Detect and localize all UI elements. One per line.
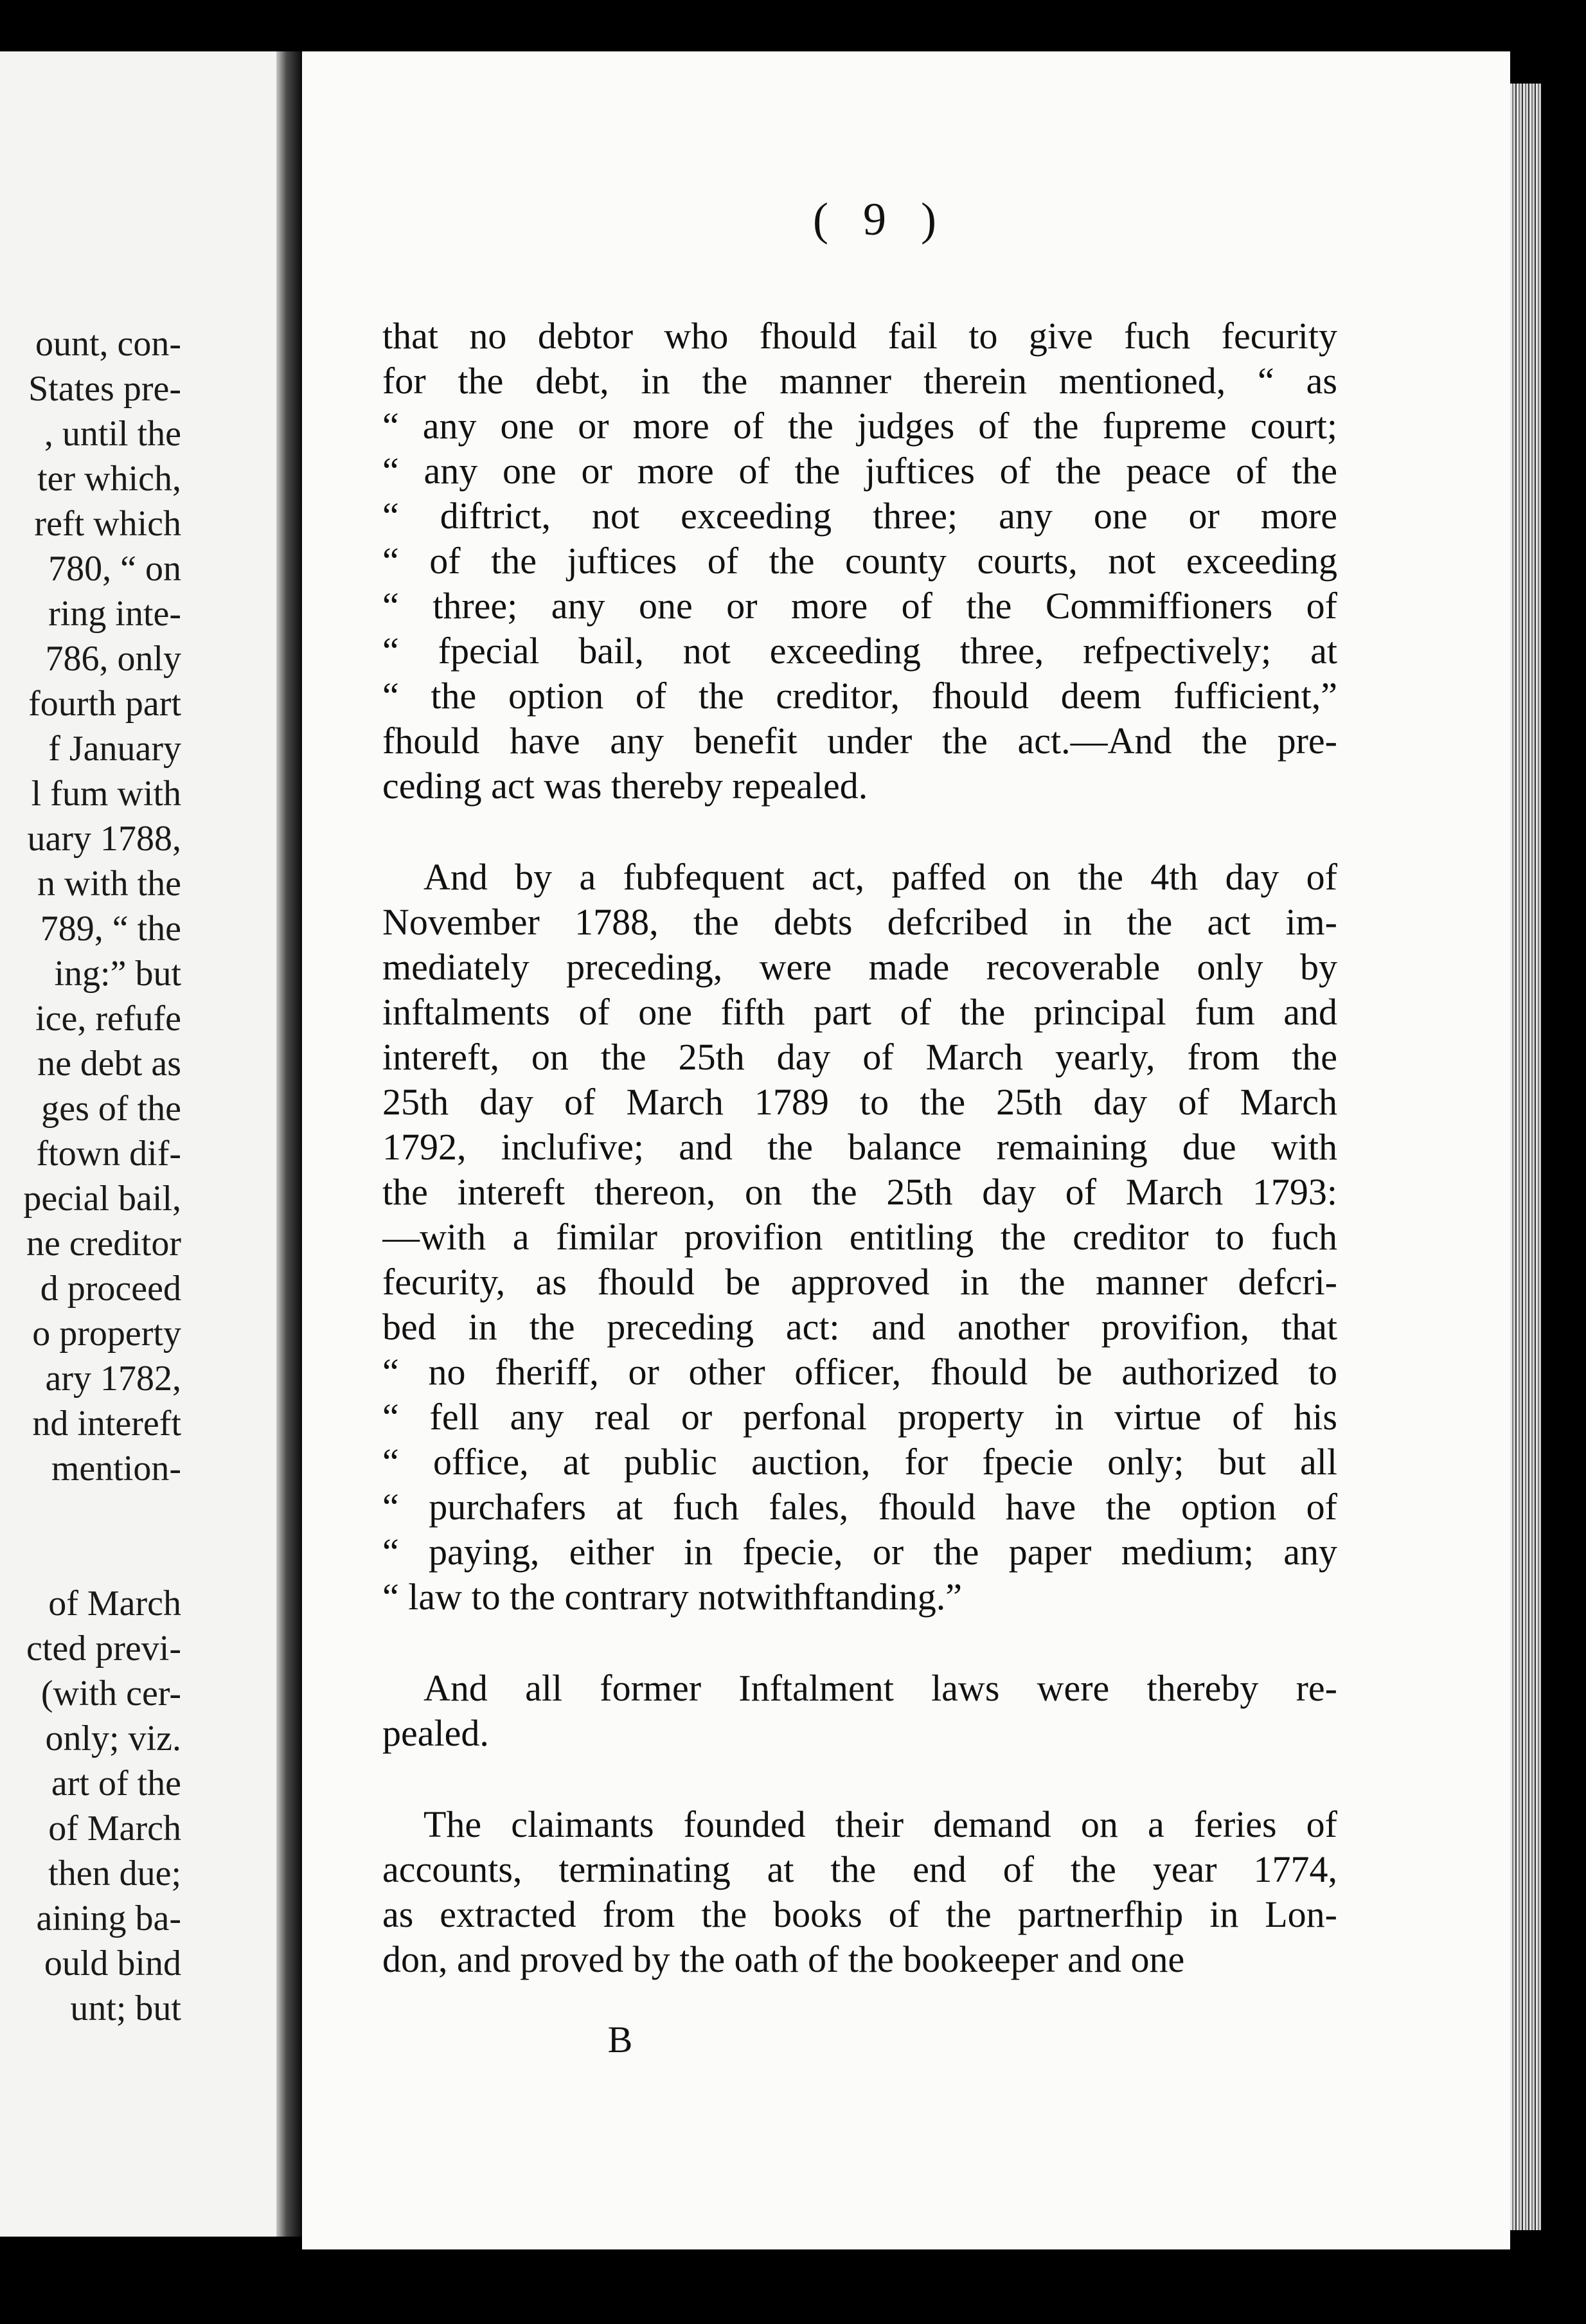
text-line: 1792, inclufive; and the balance remaining due with	[382, 1126, 1337, 1168]
left-page-line: aining ba-	[36, 1899, 181, 1938]
left-page-line: ing:” but	[54, 954, 181, 994]
left-page-line: pecial bail,	[23, 1179, 181, 1219]
text-line: “ any one or more of the judges of the fupreme court;	[382, 405, 1337, 447]
page-number: ( 9 )	[813, 193, 948, 245]
text-line: And by a fubfequent act, paffed on the 4th day of	[423, 856, 1337, 898]
left-page-line: art of the	[51, 1764, 181, 1803]
left-page-line: ring inte-	[48, 594, 181, 634]
left-page-line: States pre-	[28, 369, 181, 409]
text-line: “ fpecial bail, not exceeding three, refpectively; at	[382, 630, 1337, 672]
paragraph	[382, 855, 1337, 1620]
left-page-text	[0, 321, 181, 2031]
text-line: “ of the juftices of the county courts, not exceeding	[382, 540, 1337, 582]
text-line: ceding act was thereby repealed.	[382, 765, 868, 807]
left-page-line: l fum with	[31, 774, 181, 814]
text-line: pealed.	[382, 1712, 489, 1754]
left-page-line: 789, “ the	[40, 909, 181, 949]
left-page-line: cted previ-	[26, 1629, 181, 1668]
left-page-line: o property	[32, 1314, 181, 1354]
text-line: that no debtor who fhould fail to give fuch fecurity	[382, 315, 1337, 357]
left-page-line: mention-	[51, 1449, 181, 1488]
text-line: mediately preceding, were made recoverable only by	[382, 946, 1337, 988]
left-page-gap	[0, 1491, 181, 1581]
left-page-line: fourth part	[28, 684, 181, 724]
left-page-line: ne debt as	[37, 1044, 181, 1084]
text-line: “ three; any one or more of the Commiffioners of	[382, 585, 1337, 627]
text-line: “ fell any real or perfonal property in virtue of his	[382, 1396, 1337, 1438]
text-line: don, and proved by the oath of the bookeeper and one	[382, 1938, 1185, 1980]
text-line: bed in the preceding act: and another provifion, that	[382, 1306, 1337, 1348]
text-line: 25th day of March 1789 to the 25th day of March	[382, 1081, 1337, 1123]
text-line: The claimants founded their demand on a feries of	[423, 1803, 1337, 1845]
signature-mark: B	[607, 2019, 633, 2060]
text-line: November 1788, the debts defcribed in the act im-	[382, 901, 1337, 943]
left-page-line: , until the	[44, 414, 181, 454]
text-line: for the debt, in the manner therein mentioned, “ as	[382, 360, 1337, 402]
text-line: fecurity, as fhould be approved in the manner defcri-	[382, 1261, 1337, 1303]
left-page-line: of March	[48, 1809, 181, 1848]
left-page-line: (with cer-	[40, 1674, 181, 1713]
text-line: accounts, terminating at the end of the year 1774,	[382, 1848, 1337, 1890]
left-page-line: ges of the	[41, 1089, 181, 1129]
left-page	[0, 51, 276, 2237]
text-line: “ the option of the creditor, fhould deem fufficient,”	[382, 675, 1337, 717]
paragraph	[382, 1666, 1337, 1756]
left-page-line: only; viz.	[45, 1719, 181, 1758]
left-page-line: 780, “ on	[48, 549, 181, 589]
text-line: And all former Inftalment laws were thereby re-	[423, 1667, 1337, 1709]
left-page-line: f January	[48, 729, 181, 769]
text-line: —with a fimilar provifion entitling the creditor to fuch	[382, 1216, 1337, 1258]
paragraph	[382, 1802, 1337, 1982]
left-page-line: ould bind	[44, 1944, 181, 1983]
book-gutter	[276, 51, 302, 2237]
left-page-line: ice, refufe	[35, 999, 181, 1039]
text-line: fhould have any benefit under the act.—And the pre-	[382, 720, 1337, 762]
text-line: “ any one or more of the juftices of the peace of the	[382, 450, 1337, 492]
right-page-body	[382, 314, 1337, 1982]
text-line: intereft, on the 25th day of March yearly, from the	[382, 1036, 1337, 1078]
text-line: “ office, at public auction, for fpecie only; but all	[382, 1441, 1337, 1483]
left-page-line: ter which,	[37, 459, 181, 499]
paragraph	[382, 314, 1337, 809]
left-page-line: nd intereft	[32, 1404, 181, 1444]
text-line: “ no fheriff, or other officer, fhould be authorized to	[382, 1351, 1337, 1393]
left-page-line: reft which	[34, 504, 181, 544]
left-page-line: then due;	[48, 1854, 181, 1893]
text-line: as extracted from the books of the partnerfhip in Lon-	[382, 1893, 1337, 1935]
left-page-line: ary 1782,	[45, 1359, 181, 1399]
text-line: the intereft thereon, on the 25th day of March 1793:	[382, 1171, 1337, 1213]
left-page-line: of March	[48, 1584, 181, 1623]
left-page-line: unt; but	[70, 1989, 181, 2028]
text-line: inftalments of one fifth part of the principal fum and	[382, 991, 1337, 1033]
left-page-line: n with the	[37, 864, 181, 904]
text-line: “ law to the contrary notwithftanding.”	[382, 1576, 962, 1618]
left-page-line: uary 1788,	[27, 819, 181, 859]
page-edge	[1510, 84, 1541, 2230]
left-page-line: d proceed	[40, 1269, 181, 1309]
left-page-line: ftown dif-	[36, 1134, 181, 1174]
left-page-line: 786, only	[45, 639, 181, 679]
left-page-line: ne creditor	[26, 1224, 181, 1264]
text-line: “ purchafers at fuch fales, fhould have the option of	[382, 1486, 1337, 1528]
text-line: “ diftrict, not exceeding three; any one or more	[382, 495, 1337, 537]
left-page-line: ount, con-	[35, 324, 181, 364]
text-line: “ paying, either in fpecie, or the paper medium; any	[382, 1531, 1337, 1573]
